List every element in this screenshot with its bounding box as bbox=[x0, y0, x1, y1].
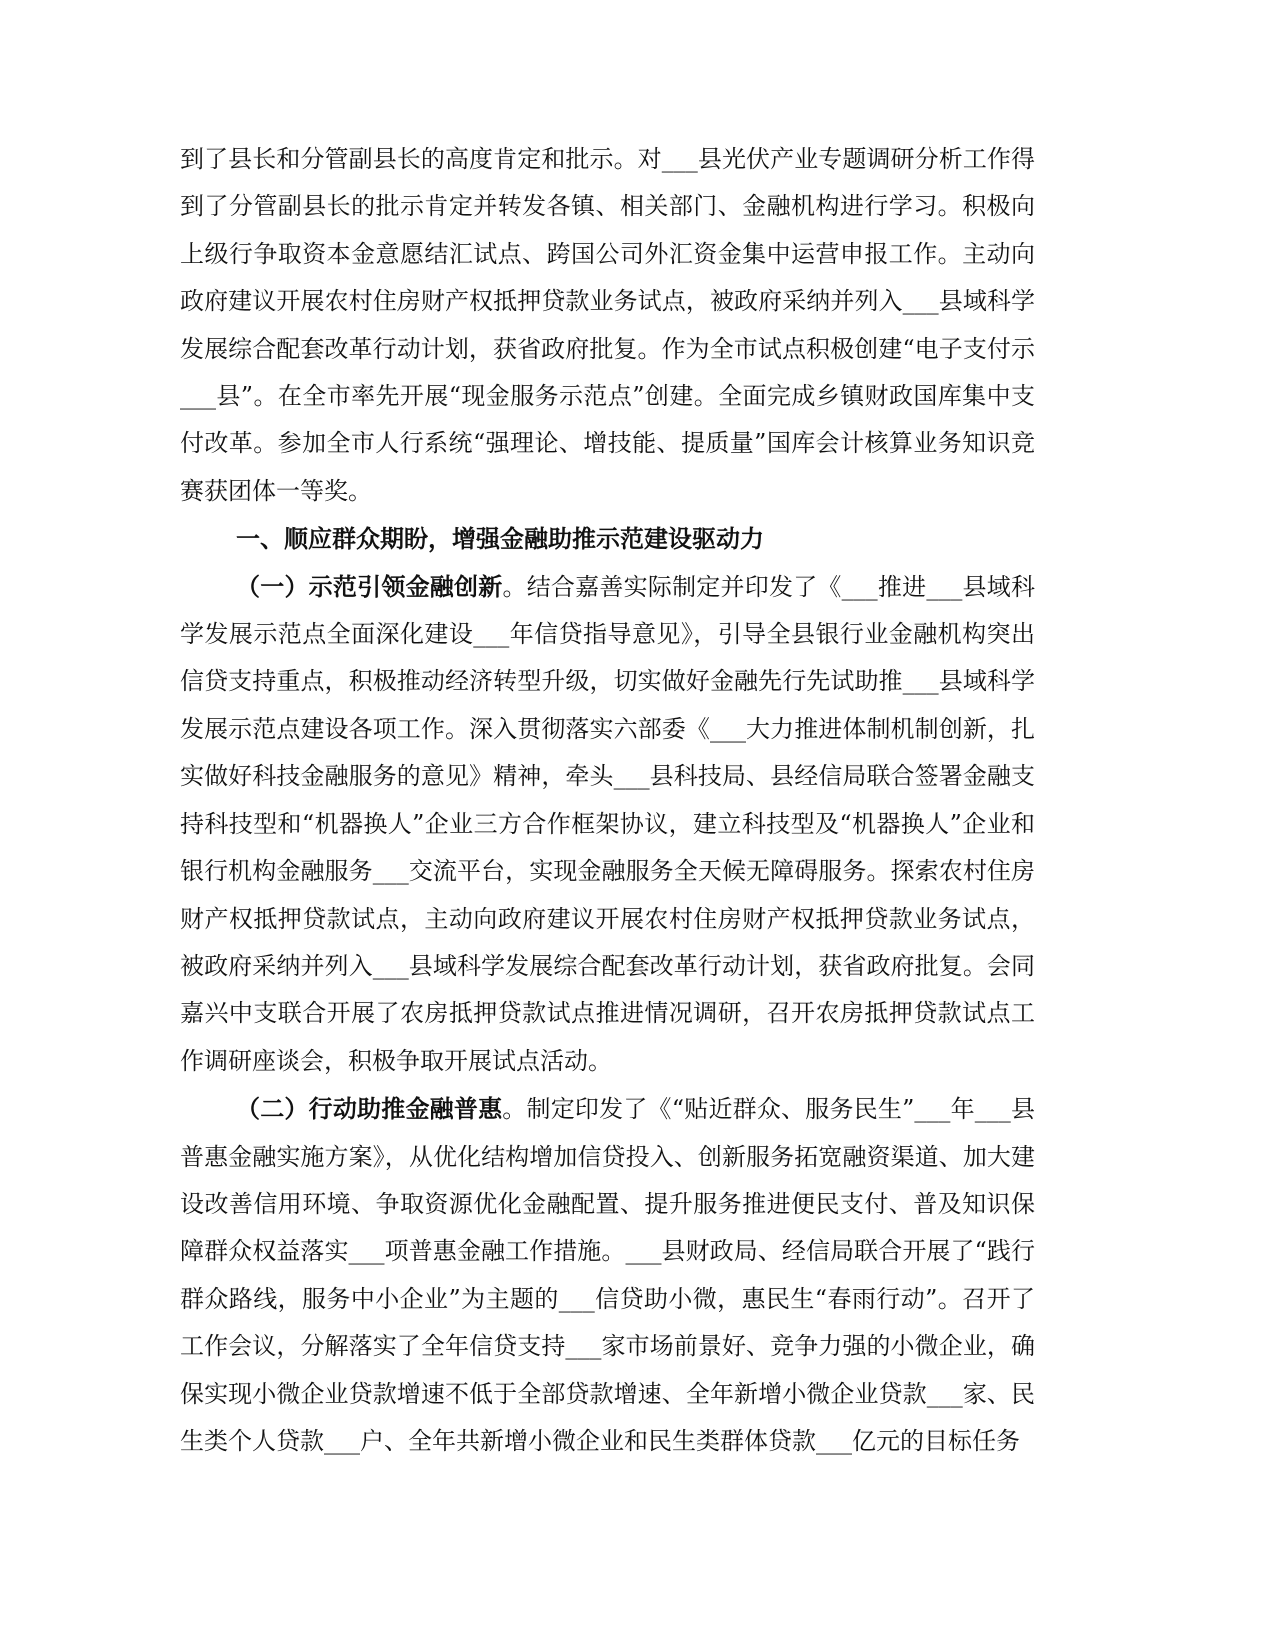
document-page bbox=[180, 136, 1035, 1465]
subsection-lead-2: （二）行动助推金融普惠 bbox=[236, 1094, 503, 1124]
intro-paragraph: 到了县长和分管副县长的高度肯定和批示。对___县光伏产业专题调研分析工作得到了分管副县长的批示肯定并转发各镇、相关部门、金融机构进行学习。积极向上级行争取资本金意愿结汇试点、跨国公司外汇资金集中运营申报工作。主动向政府建议开展农村住房财产权抵押贷款业务试点，被政府采纳并列入___县域科学发展综合配套改革行动计划，获省政府批复。作为全市试点积极创建“电子支付示___县”。在全市率先开展“现金服务示范点”创建。全面完成乡镇财政国库集中支付改革。参加全市人行系统“强理论、增技能、提质量”国库会计核算业务知识竞赛获团体一等奖。 bbox=[180, 145, 1035, 505]
subsection-paragraph-1 bbox=[180, 563, 1035, 1085]
subsection-paragraph-2 bbox=[180, 1085, 1035, 1465]
subsection-body-2: 。制定印发了《“贴近群众、服务民生”___年___县普惠金融实施方案》，从优化结构增加信贷投入、创新服务拓宽融资渠道、加大建设改善信用环境、争取资源优化金融配置、提升服务推进便民支付、普及知识保障群众权益落实___项普惠金融工作措施。___县财政局、经信局联合开展了“践行群众路线，服务中小企业”为主题的___信贷助小微，惠民生“春雨行动”。召开了工作会议，分解落实了全年信贷支持___家市场前景好、竞争力强的小微企业，确保实现小微企业贷款增速不低于全部贷款增速、全年新增小微企业贷款___家、民生类个人贷款___户、全年共新增小微企业和民生类群体贷款___亿元的目标任务 bbox=[180, 1095, 1035, 1455]
subsection-body-1: 。结合嘉善实际制定并印发了《___推进___县域科学发展示范点全面深化建设___年信贷指导意见》，引导全县银行业金融机构突出信贷支持重点，积极推动经济转型升级，切实做好金融先行先试助推___县域科学发展示范点建设各项工作。深入贯彻落实六部委《___大力推进体制机制创新，扎实做好科技金融服务的意见》精神，牵头___县科技局、县经信局联合签署金融支持科技型和“机器换人”企业三方合作框架协议，建立科技型及“机器换人”企业和银行机构金融服务___交流平台，实现金融服务全天候无障碍服务。探索农村住房财产权抵押贷款试点，主动向政府建议开展农村住房财产权抵押贷款业务试点，被政府采纳并列入___县域科学发展综合配套改革行动计划，获省政府批复。会同嘉兴中支联合开展了农房抵押贷款试点推进情况调研，召开农房抵押贷款试点工作调研座谈会，积极争取开展试点活动。 bbox=[180, 572, 1035, 1075]
section-heading: 一、顺应群众期盼，增强金融助推示范建设驱动力 bbox=[236, 524, 764, 554]
subsection-lead-1: （一）示范引领金融创新 bbox=[236, 571, 503, 601]
